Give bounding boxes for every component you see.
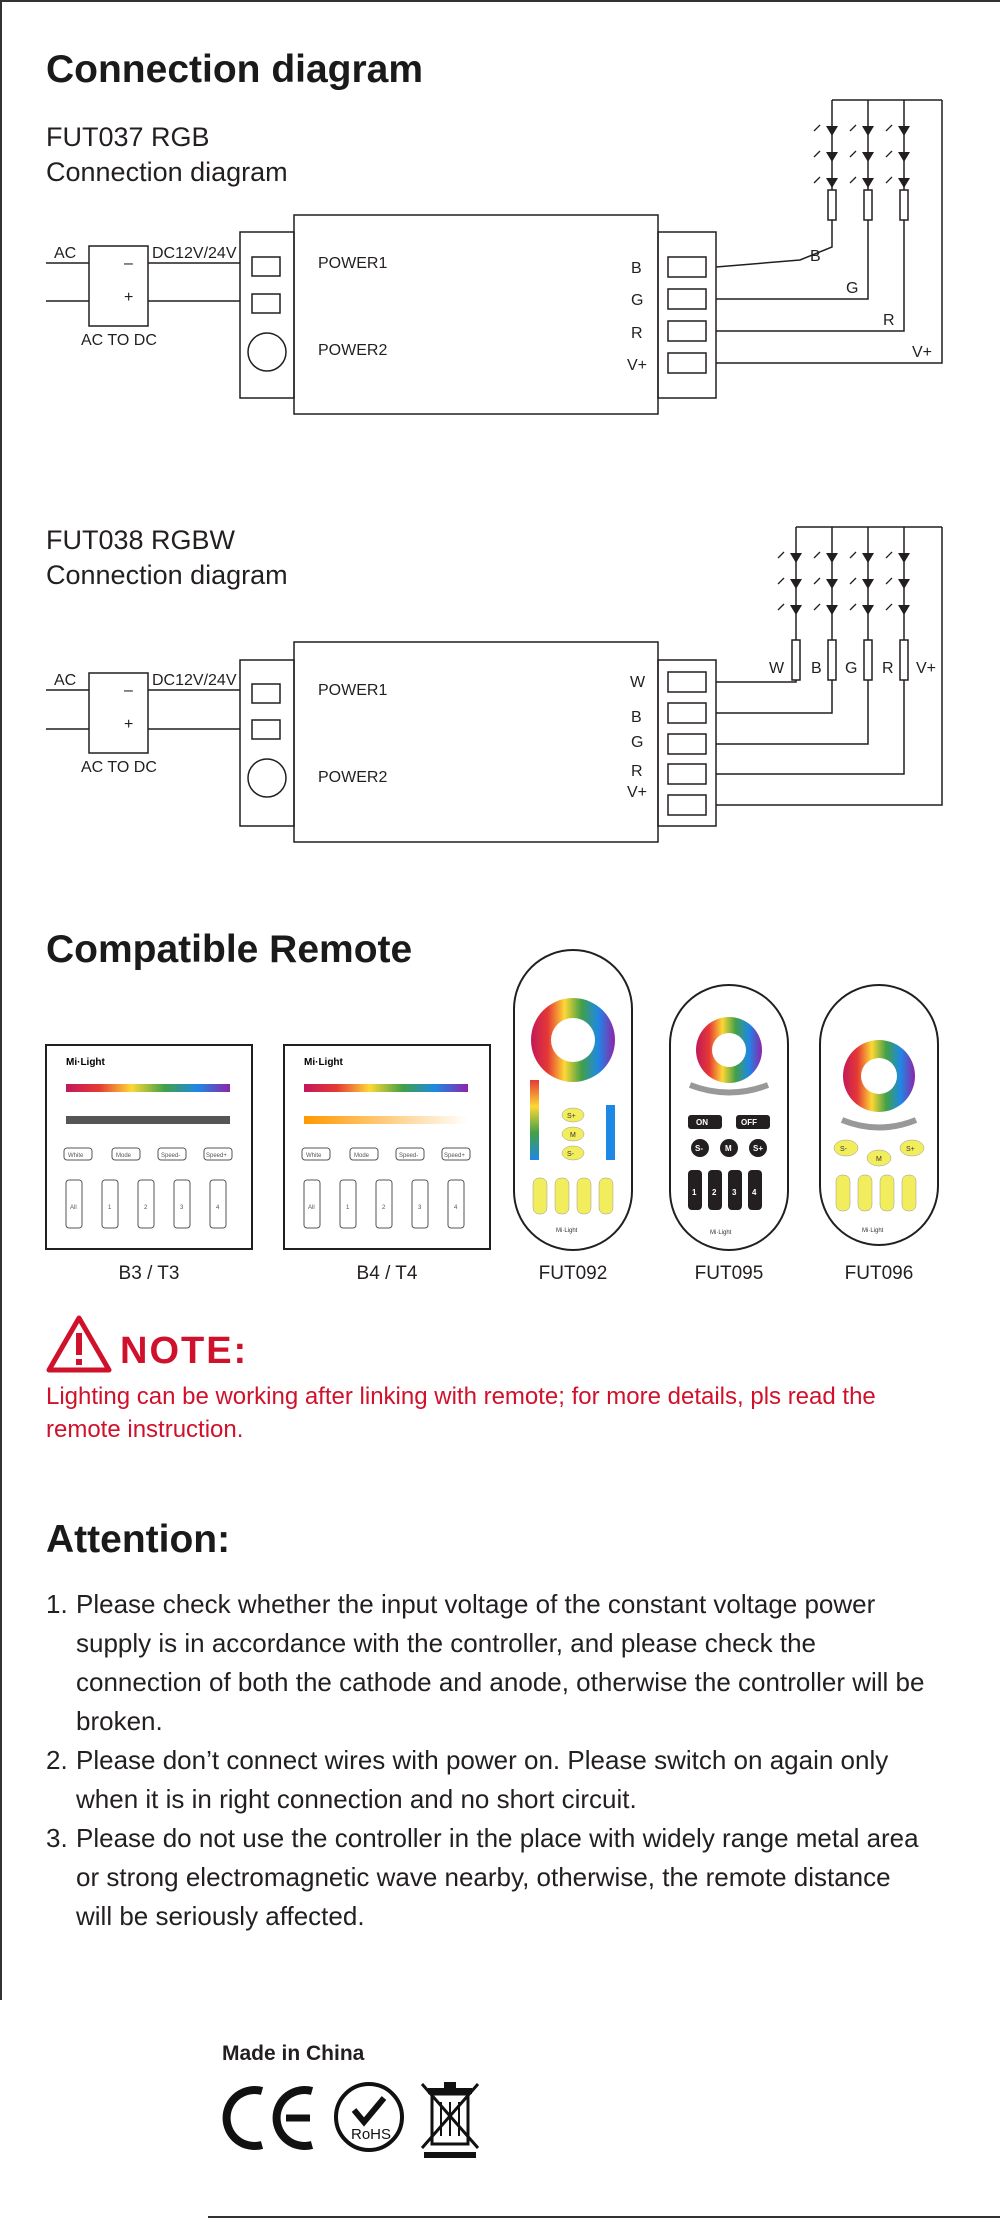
page-title: Connection diagram [46, 48, 424, 91]
weee-bin-icon [418, 2078, 482, 2160]
panel-button: White [306, 1153, 322, 1159]
remote-button-label: S- [840, 1146, 847, 1153]
remote-button-label: S+ [753, 1144, 764, 1153]
attention-title: Attention: [46, 1518, 231, 1561]
ce-mark-icon [220, 2083, 318, 2153]
d1-power2: POWER2 [318, 342, 388, 359]
remote-button-label: M [725, 1144, 732, 1153]
panel-b3 [46, 1045, 252, 1249]
d2-terminal: W [630, 674, 646, 691]
remote-brand: Mi·Light [710, 1230, 732, 1236]
remote-button-label: S+ [567, 1113, 576, 1120]
bottom-rule [208, 2216, 1000, 2218]
remote-button-label: M [876, 1156, 882, 1163]
led-diodes [826, 126, 910, 188]
remote-section-title: Compatible Remote [46, 928, 413, 971]
diagram2-wiring [0, 510, 1000, 860]
remote-label-b3: B3 / T3 [118, 1263, 180, 1284]
zone-label: 3 [418, 1205, 422, 1211]
d2-wire-label: B [811, 660, 822, 677]
attention-list [46, 1585, 926, 1936]
d1-converter-label: AC TO DC [81, 332, 157, 349]
diagram2-model: FUT038 RGBW [46, 525, 236, 555]
panel-brand: Mi·Light [304, 1057, 343, 1068]
d2-power1: POWER1 [318, 682, 388, 699]
remote-fut096 [820, 985, 938, 1245]
d2-ac-label: AC [54, 672, 77, 689]
remote-fut092 [514, 950, 632, 1250]
diagram1-model: FUT037 RGB [46, 122, 210, 152]
d1-terminal: R [631, 325, 643, 342]
panel-button: White [68, 1153, 84, 1159]
note-text: Lighting can be working after linking with remote; for more details, pls read the remote instruction. [46, 1383, 876, 1443]
list-item [46, 1741, 926, 1819]
d2-terminal: B [631, 709, 642, 726]
remote-button-label: S+ [906, 1146, 915, 1153]
d1-terminal: V+ [627, 357, 648, 374]
d2-wire-label: V+ [916, 660, 937, 677]
d1-power1: POWER1 [318, 255, 388, 272]
d1-wire-label: V+ [912, 344, 933, 361]
zone-label: 1 [346, 1205, 350, 1211]
d1-terminal: B [631, 260, 642, 277]
d1-wire-label: G [846, 280, 859, 297]
panel-brand: Mi·Light [66, 1057, 105, 1068]
d2-plus: + [124, 716, 134, 733]
d2-terminal: G [631, 734, 644, 751]
d2-minus: – [124, 682, 133, 699]
panel-button: Speed+ [206, 1153, 227, 1159]
remote-digit: 4 [752, 1188, 757, 1197]
remote-digit: 1 [692, 1188, 697, 1197]
zone-label: 2 [144, 1205, 148, 1211]
remotes-illustration [0, 940, 1000, 1260]
list-number: 3. [46, 1823, 68, 1853]
diagram2-subtitle: Connection diagram [46, 560, 288, 590]
rohs-text: RoHS [351, 2126, 392, 2143]
remote-label-b4: B4 / T4 [356, 1263, 418, 1284]
list-item [46, 1819, 926, 1936]
d1-minus: – [124, 255, 133, 272]
note-title: NOTE: [120, 1330, 249, 1372]
d2-power2: POWER2 [318, 769, 388, 786]
remote-label-fut096: FUT096 [844, 1263, 914, 1284]
d2-converter-label: AC TO DC [81, 759, 157, 776]
panel-button: Speed- [399, 1153, 419, 1159]
panel-button: Speed+ [444, 1153, 465, 1159]
list-number: 2. [46, 1745, 68, 1775]
remote-button-label: ON [696, 1118, 708, 1127]
remote-button-label: S- [567, 1151, 574, 1158]
remote-brand: Mi·Light [862, 1228, 884, 1234]
frame-top [0, 0, 1000, 2]
panel-button: Mode [116, 1153, 132, 1159]
warning-triangle-icon [46, 1315, 112, 1373]
d1-plus: + [124, 289, 134, 306]
remote-button-label: OFF [741, 1118, 757, 1127]
d2-dc-label: DC12V/24V [152, 672, 237, 689]
zone-label: 3 [180, 1205, 184, 1211]
d2-wire-label: W [769, 660, 785, 677]
remote-brand: Mi·Light [556, 1228, 578, 1234]
list-number: 1. [46, 1589, 68, 1619]
d2-wire-label: R [882, 660, 894, 677]
d1-ac-label: AC [54, 245, 77, 262]
zone-label: 1 [108, 1205, 112, 1211]
zone-label: 4 [216, 1205, 220, 1211]
panel-b4 [284, 1045, 490, 1249]
made-in-china: Made in China [222, 2042, 365, 2065]
rohs-icon [332, 2080, 406, 2154]
d1-terminal: G [631, 292, 644, 309]
d1-wire-label: B [810, 248, 821, 265]
diagram1-wiring [0, 80, 1000, 430]
zone-label: All [70, 1205, 77, 1211]
d2-terminal: R [631, 763, 643, 780]
remote-label-fut092: FUT092 [538, 1263, 608, 1284]
list-text: Please do not use the controller in the place with widely range metal area or strong electromagnetic wave nearby, otherwise, the remote distance will be seriously affected. [76, 1823, 919, 1931]
remote-digit: 2 [712, 1188, 717, 1197]
d2-wire-label: G [845, 660, 858, 677]
panel-button: Speed- [161, 1153, 181, 1159]
d2-terminal: V+ [627, 784, 648, 801]
list-text: Please check whether the input voltage of the constant voltage power supply is in accordance with the controller, and please check the connection of both the cathode and anode, otherwise the controller will be broken. [76, 1589, 925, 1736]
remote-digit: 3 [732, 1188, 737, 1197]
d1-wire-label: R [883, 312, 895, 329]
remote-button-label: S- [695, 1144, 703, 1153]
zone-label: 4 [454, 1205, 458, 1211]
list-text: Please don’t connect wires with power on. Please switch on again only when it is in right connection and no short circuit. [76, 1745, 889, 1814]
panel-button: Mode [354, 1153, 370, 1159]
list-item [46, 1585, 926, 1741]
d1-dc-label: DC12V/24V [152, 245, 237, 262]
diagram1-subtitle: Connection diagram [46, 157, 288, 187]
zone-label: All [308, 1205, 315, 1211]
zone-label: 2 [382, 1205, 386, 1211]
remote-button-label: M [570, 1132, 576, 1139]
remote-fut095 [670, 985, 788, 1250]
remote-label-fut095: FUT095 [694, 1263, 764, 1284]
